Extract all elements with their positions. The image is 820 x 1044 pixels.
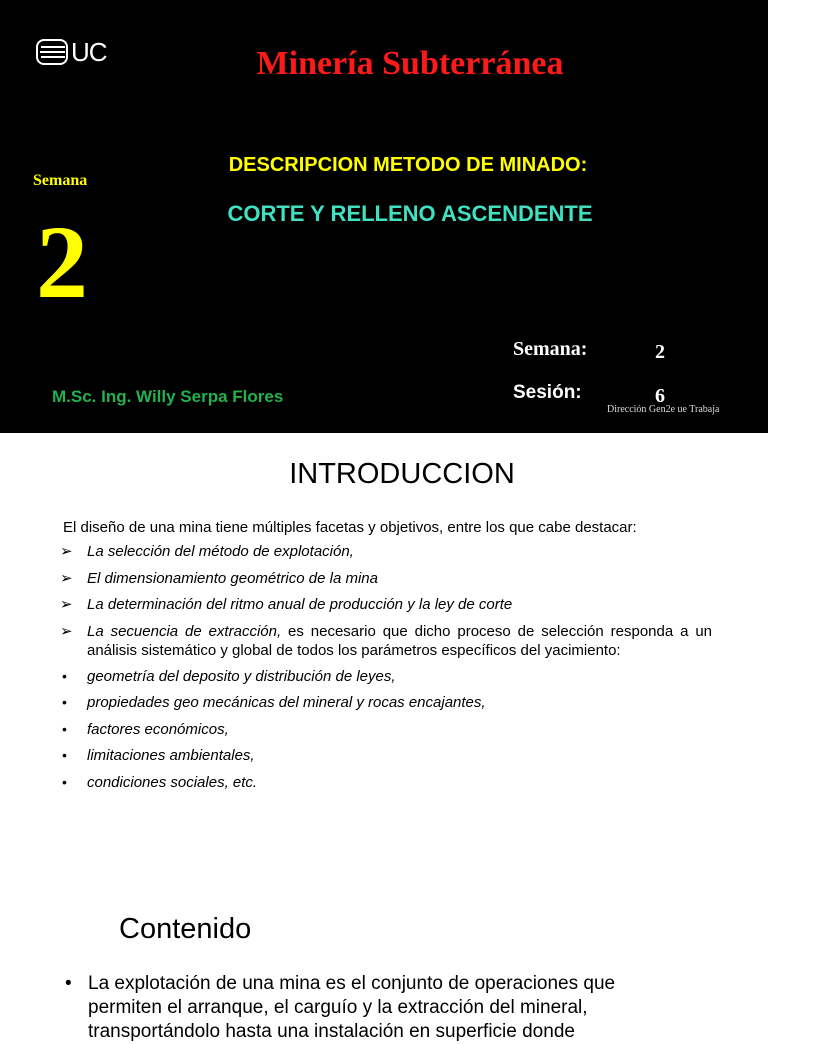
contents-slide bbox=[0, 890, 768, 1042]
week-label: Semana: bbox=[513, 338, 588, 360]
introduction-heading: INTRODUCCION bbox=[289, 458, 515, 490]
arrow-bullet-icon: ➢ bbox=[60, 569, 73, 587]
list-item: • geometría del deposito y distribución de leyes, bbox=[62, 667, 396, 685]
contents-paragraph: La explotación de una mina es el conjunto de operaciones que permiten el arranque, el carguío y la extracción del mineral, transportándolo hasta una instalación en superficie donde bbox=[88, 973, 616, 1042]
list-item: • factores económicos, bbox=[62, 720, 229, 738]
bullet-dot-icon: • bbox=[62, 667, 67, 684]
list-item: ➢ La selección del método de explotación, bbox=[60, 543, 354, 560]
week-side-label: Semana bbox=[33, 172, 88, 189]
arrow-bullet-icon: ➢ bbox=[60, 596, 73, 613]
method-title: CORTE Y RELLENO ASCENDENTE bbox=[227, 201, 593, 226]
list-item: • condiciones sociales, etc. bbox=[62, 773, 258, 791]
list-item: ➢ La determinación del ritmo anual de producción y la ley de corte bbox=[60, 596, 513, 613]
footnote: Dirección Gen2e ue Trabaja bbox=[607, 404, 720, 415]
session-value: 6 bbox=[655, 385, 665, 407]
bullet-dot-icon: • bbox=[62, 720, 67, 737]
bullet-dot-icon: • bbox=[62, 747, 67, 763]
author-name: M.Sc. Ing. Willy Serpa Flores bbox=[52, 387, 284, 406]
course-title: Minería Subterránea bbox=[256, 45, 564, 82]
session-label: Sesión: bbox=[513, 382, 582, 403]
list-item: ➢ El dimensionamiento geométrico de la mina bbox=[60, 569, 378, 587]
arrow-bullet-icon: ➢ bbox=[60, 543, 73, 560]
objectives-list bbox=[60, 542, 712, 799]
title-slide bbox=[0, 0, 768, 433]
list-item: • limitaciones ambientales, bbox=[62, 747, 255, 764]
contents-heading: Contenido bbox=[119, 913, 252, 945]
list-item: • propiedades geo mecánicas del mineral y rocas encajantes, bbox=[62, 694, 486, 711]
introduction-lead: El diseño de una mina tiene múltiples facetas y objetivos, entre los que cabe destacar: bbox=[63, 519, 637, 536]
bullet-dot-icon: • bbox=[65, 973, 72, 994]
week-big-number: 2 bbox=[36, 205, 88, 320]
uc-logo-text: UC bbox=[71, 37, 107, 67]
arrow-bullet-icon: ➢ bbox=[60, 622, 73, 640]
description-title: DESCRIPCION METODO DE MINADO: bbox=[228, 154, 588, 176]
introduction-slide bbox=[0, 433, 768, 890]
bullet-dot-icon: • bbox=[62, 773, 67, 790]
bullet-dot-icon: • bbox=[62, 694, 67, 710]
week-value: 2 bbox=[655, 341, 665, 363]
list-item: ➢ La secuencia de extracción, es necesario que dicho proceso de selección responda a un análisis sistemático y global de todos los parámetros específicos del yacimiento: bbox=[60, 622, 713, 659]
